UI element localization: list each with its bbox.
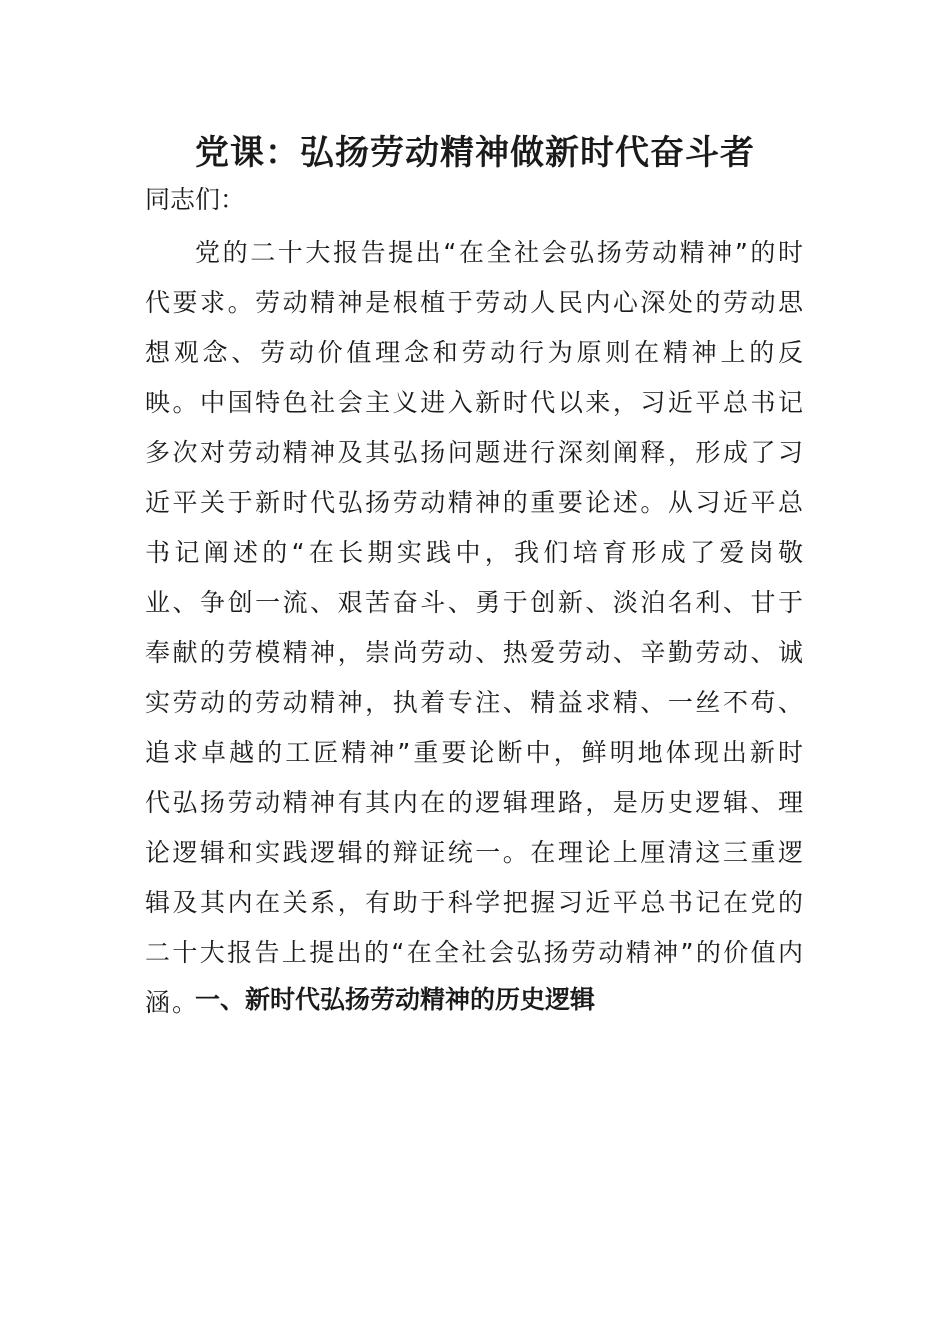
section-heading: 一、新时代弘扬劳动精神的历史逻辑 <box>195 985 596 1014</box>
document-title: 党课：弘扬劳动精神做新时代奋斗者 <box>195 133 755 173</box>
body-paragraph: 党的二十大报告提出“在全社会弘扬劳动精神”的时代要求。劳动精神是根植于劳动人民内心深处的劳动思想观念、劳动价值理念和劳动行为原则在精神上的反映。中国特色社会主义进入新时代以来，习近平总书记多次对劳动精神及其弘扬问题进行深刻阐释，形成了习近平关于新时代弘扬劳动精神的重要论述。从习近平总书记阐述的“在长期实践中，我们培育形成了爱岗敬业、争创一流、艰苦奋斗、勇于创新、淡泊名利、甘于奉献的劳模精神，崇尚劳动、热爱劳动、辛勤劳动、诚实劳动的劳动精神，执着专注、精益求精、一丝不苟、追求卓越的工匠精神”重要论断中，鲜明地体现出新时代弘扬劳动精神有其内在的逻辑理路，是历史逻辑、理论逻辑和实践逻辑的辩证统一。在理论上厘清这三重逻辑及其内在关系，有助于科学把握习近平总书记在党的二十大报告上提出的“在全社会弘扬劳动精神”的价值内涵。 <box>145 238 805 1017</box>
salutation: 同志们： <box>145 185 246 214</box>
